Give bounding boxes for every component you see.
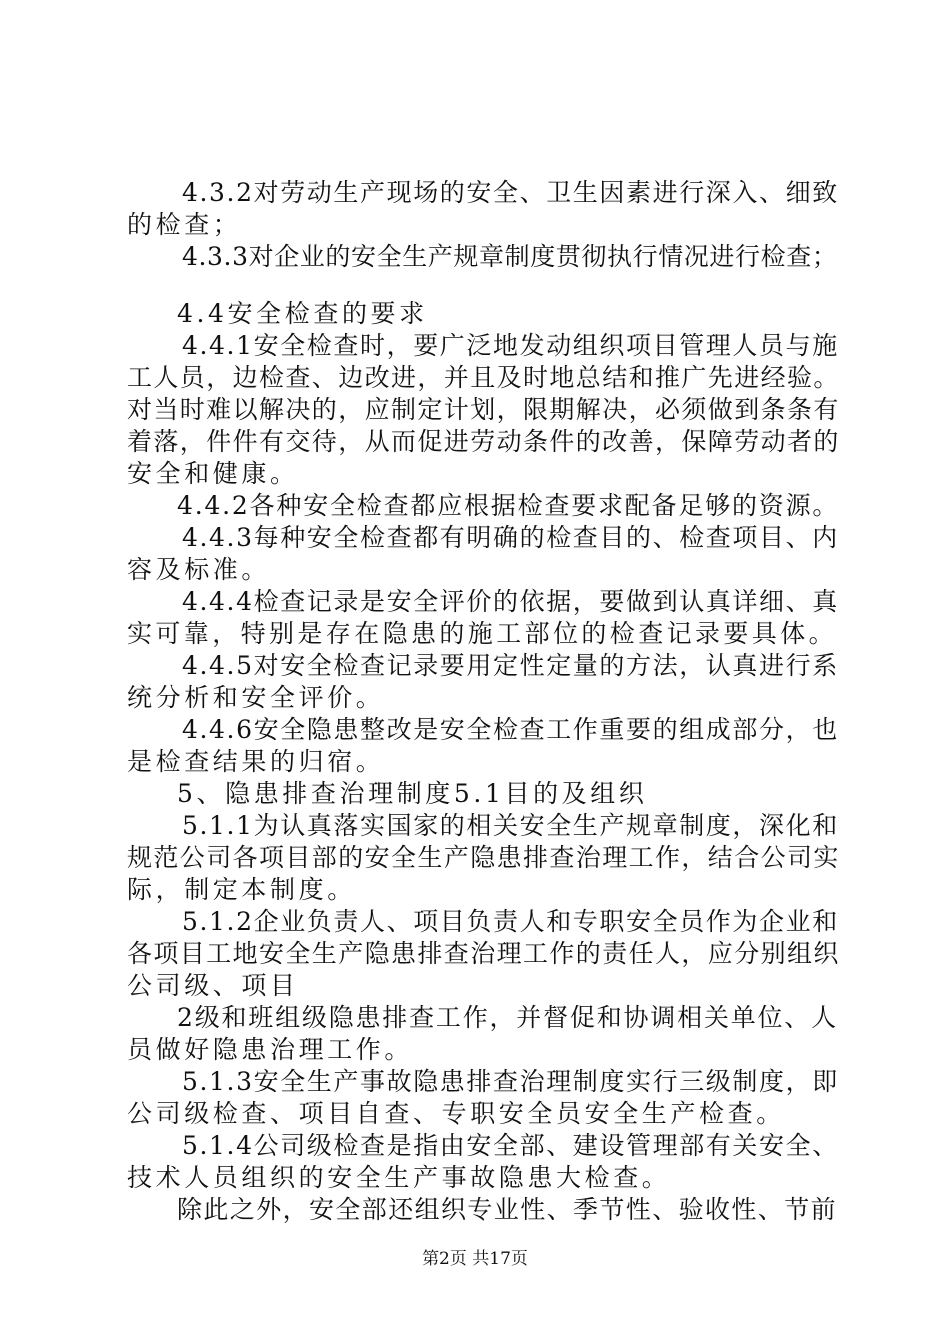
text-line: 4.4.2各种安全检查都应根据检查要求配备足够的资源。 — [177, 491, 840, 520]
text-line: 实可靠，特别是存在隐患的施工部位的检查记录要具体。 — [127, 619, 838, 648]
text-line: 除此之外，安全部还组织专业性、季节性、验收性、节前 — [177, 1195, 838, 1224]
text-line: 统分析和安全评价。 — [127, 683, 385, 712]
text-line: 员做好隐患治理工作。 — [127, 1035, 414, 1064]
text-line: 安全和健康。 — [127, 459, 299, 488]
text-line: 技术人员组织的安全生产事故隐患大检查。 — [127, 1163, 671, 1192]
text-line: 4.4.3每种安全检查都有明确的检查目的、检查项目、内 — [182, 523, 839, 552]
text-line: 公司级检查、项目自查、专职安全员安全生产检查。 — [127, 1099, 785, 1128]
text-line: 着落，件件有交待，从而促进劳动条件的改善，保障劳动者的 — [127, 427, 840, 456]
text-line: 5.1.4公司级检查是指由安全部、建设管理部有关安全、 — [182, 1131, 839, 1160]
text-line: 际，制定本制度。 — [127, 875, 356, 904]
text-line: 5.1.1为认真落实国家的相关安全生产规章制度，深化和 — [182, 811, 839, 840]
text-line: 4.4.4检查记录是安全评价的依据，要做到认真详细、真 — [182, 587, 839, 616]
text-line: 2级和班组级隐患排查工作，并督促和协调相关单位、人 — [177, 1003, 838, 1032]
text-line: 4.3.3对企业的安全生产规章制度贯彻执行情况进行检查； — [182, 242, 838, 271]
text-line: 是检查结果的归宿。 — [127, 747, 385, 776]
text-line: 4.4.1安全检查时，要广泛地发动组织项目管理人员与施 — [182, 331, 839, 360]
page-number-footer: 第2页 共17页 — [422, 1249, 528, 1269]
text-line: 4.4.5对安全检查记录要用定性定量的方法，认真进行系 — [182, 651, 839, 680]
section-heading: 4.4安全检查的要求 — [177, 299, 428, 328]
text-line: 对当时难以解决的，应制定计划，限期解决，必须做到条条有 — [127, 395, 840, 424]
text-line: 4.4.6安全隐患整改是安全检查工作重要的组成部分，也 — [182, 715, 839, 744]
text-line: 工人员，边检查、边改进，并且及时地总结和推广先进经验。 — [127, 363, 840, 392]
text-line: 5.1.3安全生产事故隐患排查治理制度实行三级制度，即 — [182, 1067, 839, 1096]
section-heading: 5、隐患排查治理制度5.1目的及组织 — [177, 779, 648, 808]
text-line: 4.3.2对劳动生产现场的安全、卫生因素进行深入、细致 — [182, 178, 839, 207]
text-line: 各项目工地安全生产隐患排查治理工作的责任人，应分别组织 — [127, 939, 840, 968]
text-line: 容及标准。 — [127, 555, 271, 584]
text-line: 5.1.2企业负责人、项目负责人和专职安全员作为企业和 — [182, 907, 839, 936]
text-line: 的检查； — [127, 210, 242, 239]
text-line: 规范公司各项目部的安全生产隐患排查治理工作，结合公司实 — [127, 843, 840, 872]
text-line: 公司级、项目 — [127, 971, 299, 1000]
